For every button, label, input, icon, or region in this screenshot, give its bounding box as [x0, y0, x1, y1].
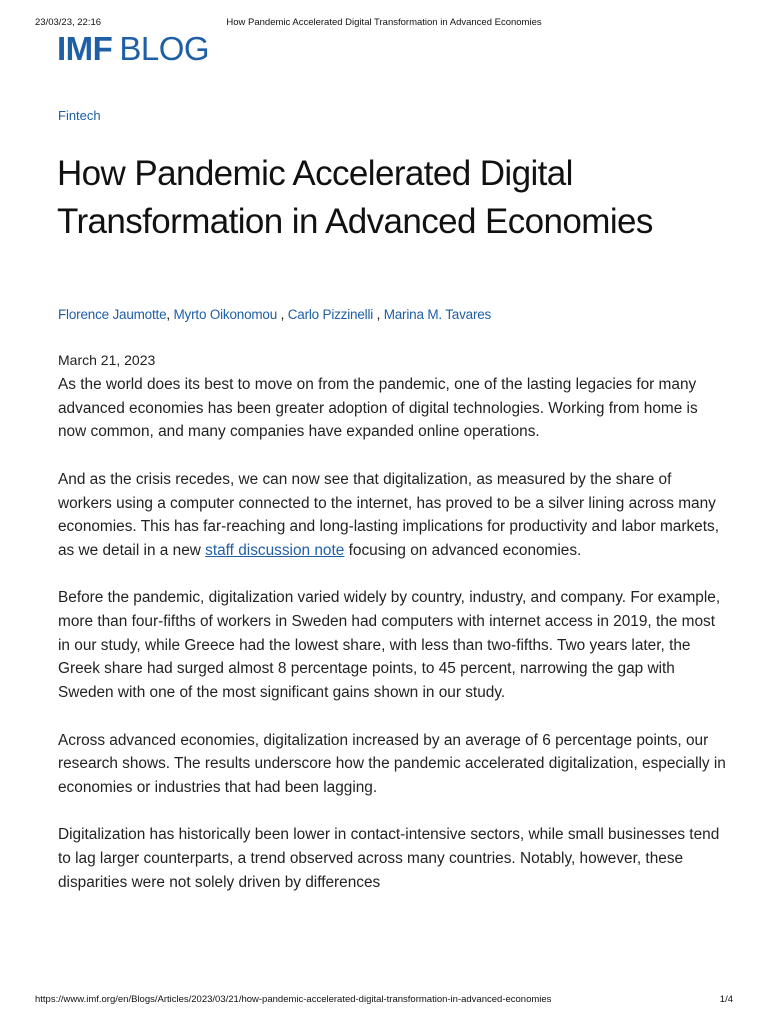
- paragraph: As the world does its best to move on from the pandemic, one of the lasting legacies for many advanced economies has been greater adoption of digital technologies. Working from home is now common, and many companies have expanded online operations.: [58, 376, 698, 441]
- print-page-number: 1/4: [719, 994, 733, 1005]
- paragraph-text: And as the crisis recedes, we can now see that digitalization, as measured by the share of workers using a computer connected to the internet, has proved to be a silver lining across many economies. This has far-reaching and long-lasting implications for productivity and labor markets, as we detail in a new: [58, 470, 719, 559]
- paragraph-text: focusing on advanced economies.: [344, 541, 582, 559]
- logo-imf: IMF: [57, 30, 113, 67]
- print-page-title: How Pandemic Accelerated Digital Transformation in Advanced Economies: [226, 17, 542, 28]
- print-url: https://www.imf.org/en/Blogs/Articles/2023/03/21/how-pandemic-accelerated-digital-transformation-in-advanced-economies: [35, 994, 552, 1005]
- article-title: How Pandemic Accelerated Digital Transformation in Advanced Economies: [57, 154, 653, 241]
- author-link[interactable]: Florence Jaumotte: [58, 307, 167, 322]
- author-link[interactable]: Marina M. Tavares: [383, 307, 492, 322]
- staff-discussion-note-link[interactable]: staff discussion note: [205, 541, 345, 559]
- paragraph: Digitalization has historically been lower in contact-intensive sectors, while small businesses tend to lag larger counterparts, a trend observed across many countries. Notably, however, these disparities were not solely driven by differences: [58, 826, 720, 891]
- imf-blog-logo[interactable]: [57, 31, 209, 67]
- print-footer: [0, 994, 768, 1006]
- print-header: [0, 17, 768, 29]
- logo-blog: BLOG: [119, 30, 210, 67]
- article-body: [58, 373, 728, 918]
- article-date: March 21, 2023: [58, 352, 156, 368]
- author-link[interactable]: Carlo Pizzinelli: [287, 307, 374, 322]
- author-list: Florence Jaumotte, Myrto Oikonomou , Carlo Pizzinelli , Marina M. Tavares: [58, 307, 492, 322]
- paragraph: Before the pandemic, digitalization varied widely by country, industry, and company. For example, more than four-fifths of workers in Sweden had computers with internet access in 2019, the most in our study, while Greece had the lowest share, with less than two-fifths. Two years later, the Greek share had surged almost 8 percentage points, to 45 percent, narrowing the gap with Sweden with one of the most significant gains shown in our study.: [58, 589, 721, 702]
- paragraph: [58, 468, 728, 563]
- paragraph: Across advanced economies, digitalization increased by an average of 6 percentage points, our research shows. The results underscore how the pandemic accelerated digitalization, especially in economies or industries that had been lagging.: [58, 731, 726, 796]
- author-link[interactable]: Myrto Oikonomou: [173, 307, 278, 322]
- category-link[interactable]: Fintech: [58, 108, 101, 123]
- print-timestamp: 23/03/23, 22:16: [35, 17, 102, 28]
